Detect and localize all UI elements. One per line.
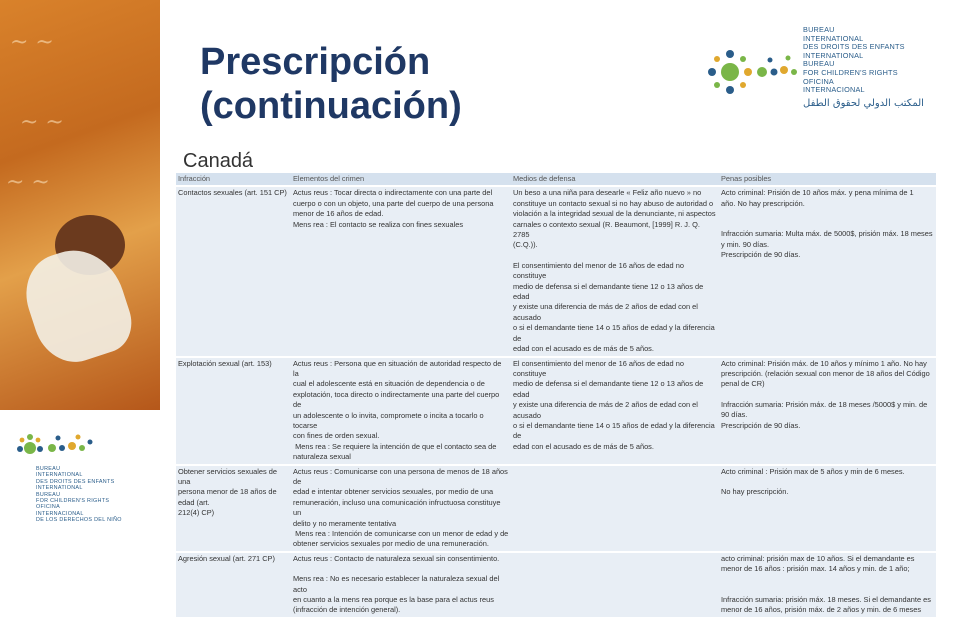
cell-text: y min. 90 días. [721,239,770,249]
sun-logo-icon [8,422,98,464]
column-header: Infracción [176,173,291,186]
cell-text: Obtener servicios sexuales de una [178,466,280,486]
table-header-row [176,173,936,186]
table-cell-infraccion [176,357,291,465]
cell-text: Prescripción de 90 días. [721,420,801,430]
logo-text: FOR CHILDREN'S RIGHTS [803,67,898,77]
cell-text: y existe una diferencia de más de 2 años de edad con el acusado [513,302,700,322]
cell-text: edad con el acusado es de más de 5 años. [513,344,654,354]
page-title [200,40,530,128]
cell-text: en cuanto a la mens rea porque es la base para el actus reus [293,595,494,605]
cell-text: No hay prescripción. [721,486,789,496]
logo-text: OFICINA [36,504,60,511]
cell-text: con fines de orden sexual. [293,431,380,441]
table-cell-penas [719,186,936,356]
cell-spacer [721,585,934,595]
logo-text: DES DROITS DES ENFANTS [803,42,905,52]
cell-text: cuerpo o con un objeto, una parte del cuerpo de una persona [293,198,494,208]
logo-text: BUREAU [36,466,61,472]
cell-text: persona menor de 18 años de edad (art. [178,487,279,507]
cell-text: explotación, toca directo o indirectamente una parte del cuerpo de [293,389,502,410]
logo-text: BUREAU [36,491,61,498]
cell-text: o si el demandante tiene 14 o 15 años de edad y la diferencia de [513,323,717,343]
cell-text: Infracción sumaria: prisión máx. 18 meses. Si el demandante es [721,594,931,604]
artwork-scribble: ~ ~ [6,170,50,195]
logo-text: INTERNACIONAL [803,85,865,95]
cell-text: El consentimiento del menor de 16 años de edad no constituye [513,260,686,281]
cell-text: Acto criminal : Prisión max de 5 años y min de 6 meses. [721,466,905,476]
cell-text: violación a la integridad sexual de la denunciante, ni aspectos [513,209,716,219]
cell-text: El consentimiento del menor de 16 años de edad no constituye [513,358,686,378]
table-row [176,465,936,552]
logo-arabic-text: المكتب الدولي لحقوق الطفل [803,98,924,109]
cell-text: delito y no meramente tentativa [293,518,397,528]
cell-spacer [293,564,509,574]
cell-text: menor de 16 años de edad. [293,209,384,219]
page-title-line: (continuación) [200,85,462,127]
table-cell-elementos [291,186,511,356]
logo-text: BUREAU [803,59,835,69]
table-cell-defensa [511,465,719,552]
cell-text: menor de 16 años : prisión max. 14 años y min. de 1 año; [721,564,910,574]
cell-spacer [513,251,717,261]
page-title-line: Prescripción [200,41,431,83]
artwork-scribble: ~ ~ [10,30,54,55]
table-row [176,186,936,356]
cell-spacer [721,219,934,229]
decorative-artwork [0,0,160,410]
table-cell-defensa [511,357,719,465]
cell-text: Un beso a una niña para desearle « Feliz año nuevo » no [513,188,702,198]
cell-spacer [721,390,934,400]
cell-text: un adolescente o lo invita, compromete o incita a tocarlo o tocarse [293,410,486,430]
cell-text: remuneración, incluso una comunicación infructuosa constituye un [293,497,503,518]
logo-text: OFICINA [803,76,834,86]
column-header: Penas posibles [719,173,936,186]
table-cell-penas [719,552,936,617]
cell-text: o si el demandante tiene 14 o 15 años de edad y la diferencia de [513,420,717,441]
cell-spacer [721,477,934,487]
logo-text: BUREAU [803,25,835,34]
cell-text: obtener servicios sexuales por medio de una remuneración. [293,539,489,549]
country-heading: Canadá [183,150,254,172]
cell-text: Mens rea : El contacto se realiza con fines sexuales [293,219,464,229]
cell-text: acto criminal: prisión max de 10 años. Si el demandante es [721,553,915,563]
cell-text: Infracción sumaria: Prisión máx. de 18 meses /5000$ y min. de [721,399,928,409]
sun-logo-icon [700,32,800,112]
table-cell-penas [719,465,936,552]
cell-text: edad e intentar obtener servicios sexuales, por medio de una [293,487,494,497]
table-cell-infraccion [176,465,291,552]
table-row [176,552,936,617]
cell-text: Mens rea : Se requiere la intención de que el contacto sea de [293,441,497,451]
cell-text: cual el adolescente está en situación de dependencia o de [293,379,485,389]
cell-text: 90 días. [721,410,748,420]
cell-text: Explotación sexual (art. 153) [178,358,272,368]
prescription-table [176,173,936,617]
cell-text: Mens rea : No es necesario establecer la naturaleza sexual del acto [293,574,502,594]
ibcr-logo-bottom [8,422,158,537]
table-cell-defensa [511,186,719,356]
artwork-scribble: ~ ~ [20,110,64,135]
logo-text: INTERNATIONAL [803,33,864,43]
cell-text: Actus reus : Persona que en situación de autoridad respecto de la [293,358,504,378]
logo-text: FOR CHILDREN'S RIGHTS [36,498,110,504]
logo-text: INTERNATIONAL [36,472,83,479]
cell-text: prescripción. (relación sexual con menor de 18 años del Código [721,368,930,378]
cell-text: Agresión sexual (art. 271 CP) [178,553,275,563]
cell-text: 212(4) CP) [178,508,215,518]
column-header: Medios de defensa [511,173,719,186]
table-cell-infraccion [176,552,291,617]
table-cell-elementos [291,552,511,617]
cell-spacer [721,575,934,585]
cell-text: (infracción de intención general). [293,605,401,615]
ibcr-logo-top [700,22,950,117]
cell-text: año. No hay prescripción. [721,198,805,208]
cell-text: Prescripción de 90 días. [721,250,801,260]
table-cell-elementos [291,465,511,552]
cell-text: naturaleza sexual [293,452,351,462]
logo-text-block [803,26,905,95]
cell-text: Mens rea : Intención de comunicarse con un menor de edad y de [293,529,509,538]
logo-text: INTERNATIONAL [803,50,864,60]
table-row [176,357,936,465]
column-header: Elementos del crimen [291,173,511,186]
cell-text: medio de defensa si el demandante tiene 12 o 13 años de edad [513,379,706,399]
logo-text: INTERNACIONAL [36,510,84,517]
logo-text: INTERNATIONAL [36,485,83,492]
table-cell-elementos [291,357,511,465]
cell-text: Contactos sexuales (art. 151 CP) [178,188,287,198]
table-cell-defensa [511,552,719,617]
cell-text: Acto criminal: Prisión máx. de 10 años y mínimo 1 año. No hay [721,358,927,368]
cell-text: edad con el acusado es de más de 5 años. [513,441,654,451]
cell-text: constituye un contacto sexual si no hay abuso de autoridad o [513,198,714,208]
cell-text: (C.Q.)). [513,240,538,250]
cell-text: y existe una diferencia de más de 2 años de edad con el acusado [513,400,700,420]
cell-text: medio de defensa si el demandante tiene 12 o 13 años de edad [513,281,706,302]
logo-text: DE LOS DERECHOS DEL NIÑO [36,517,122,524]
cell-text: Infracción sumaria: Multa máx. de 5000$, prisión máx. 18 meses [721,229,933,239]
cell-text: Acto criminal: Prisión de 10 años máx. y pena mínima de 1 [721,188,914,198]
cell-text: carnales o contexto sexual (R. Beaumont, [1999] R. J. Q. 2785 [513,219,702,240]
cell-text: Actus reus : Tocar directa o indirectamente con una parte del [293,188,493,198]
table-cell-infraccion [176,186,291,356]
cell-spacer [721,209,934,219]
logo-text: DES DROITS DES ENFANTS [36,478,115,485]
cell-text: Actus reus : Contacto de naturaleza sexual sin consentimiento. [293,553,500,563]
cell-text: Actus reus : Comunicarse con una persona de menos de 18 años de [293,466,510,486]
table-cell-penas [719,357,936,465]
cell-text: menor de 16 años, prisión máx. de 2 años y min. de 6 meses [721,605,922,615]
cell-text: penal de CR) [721,379,765,389]
